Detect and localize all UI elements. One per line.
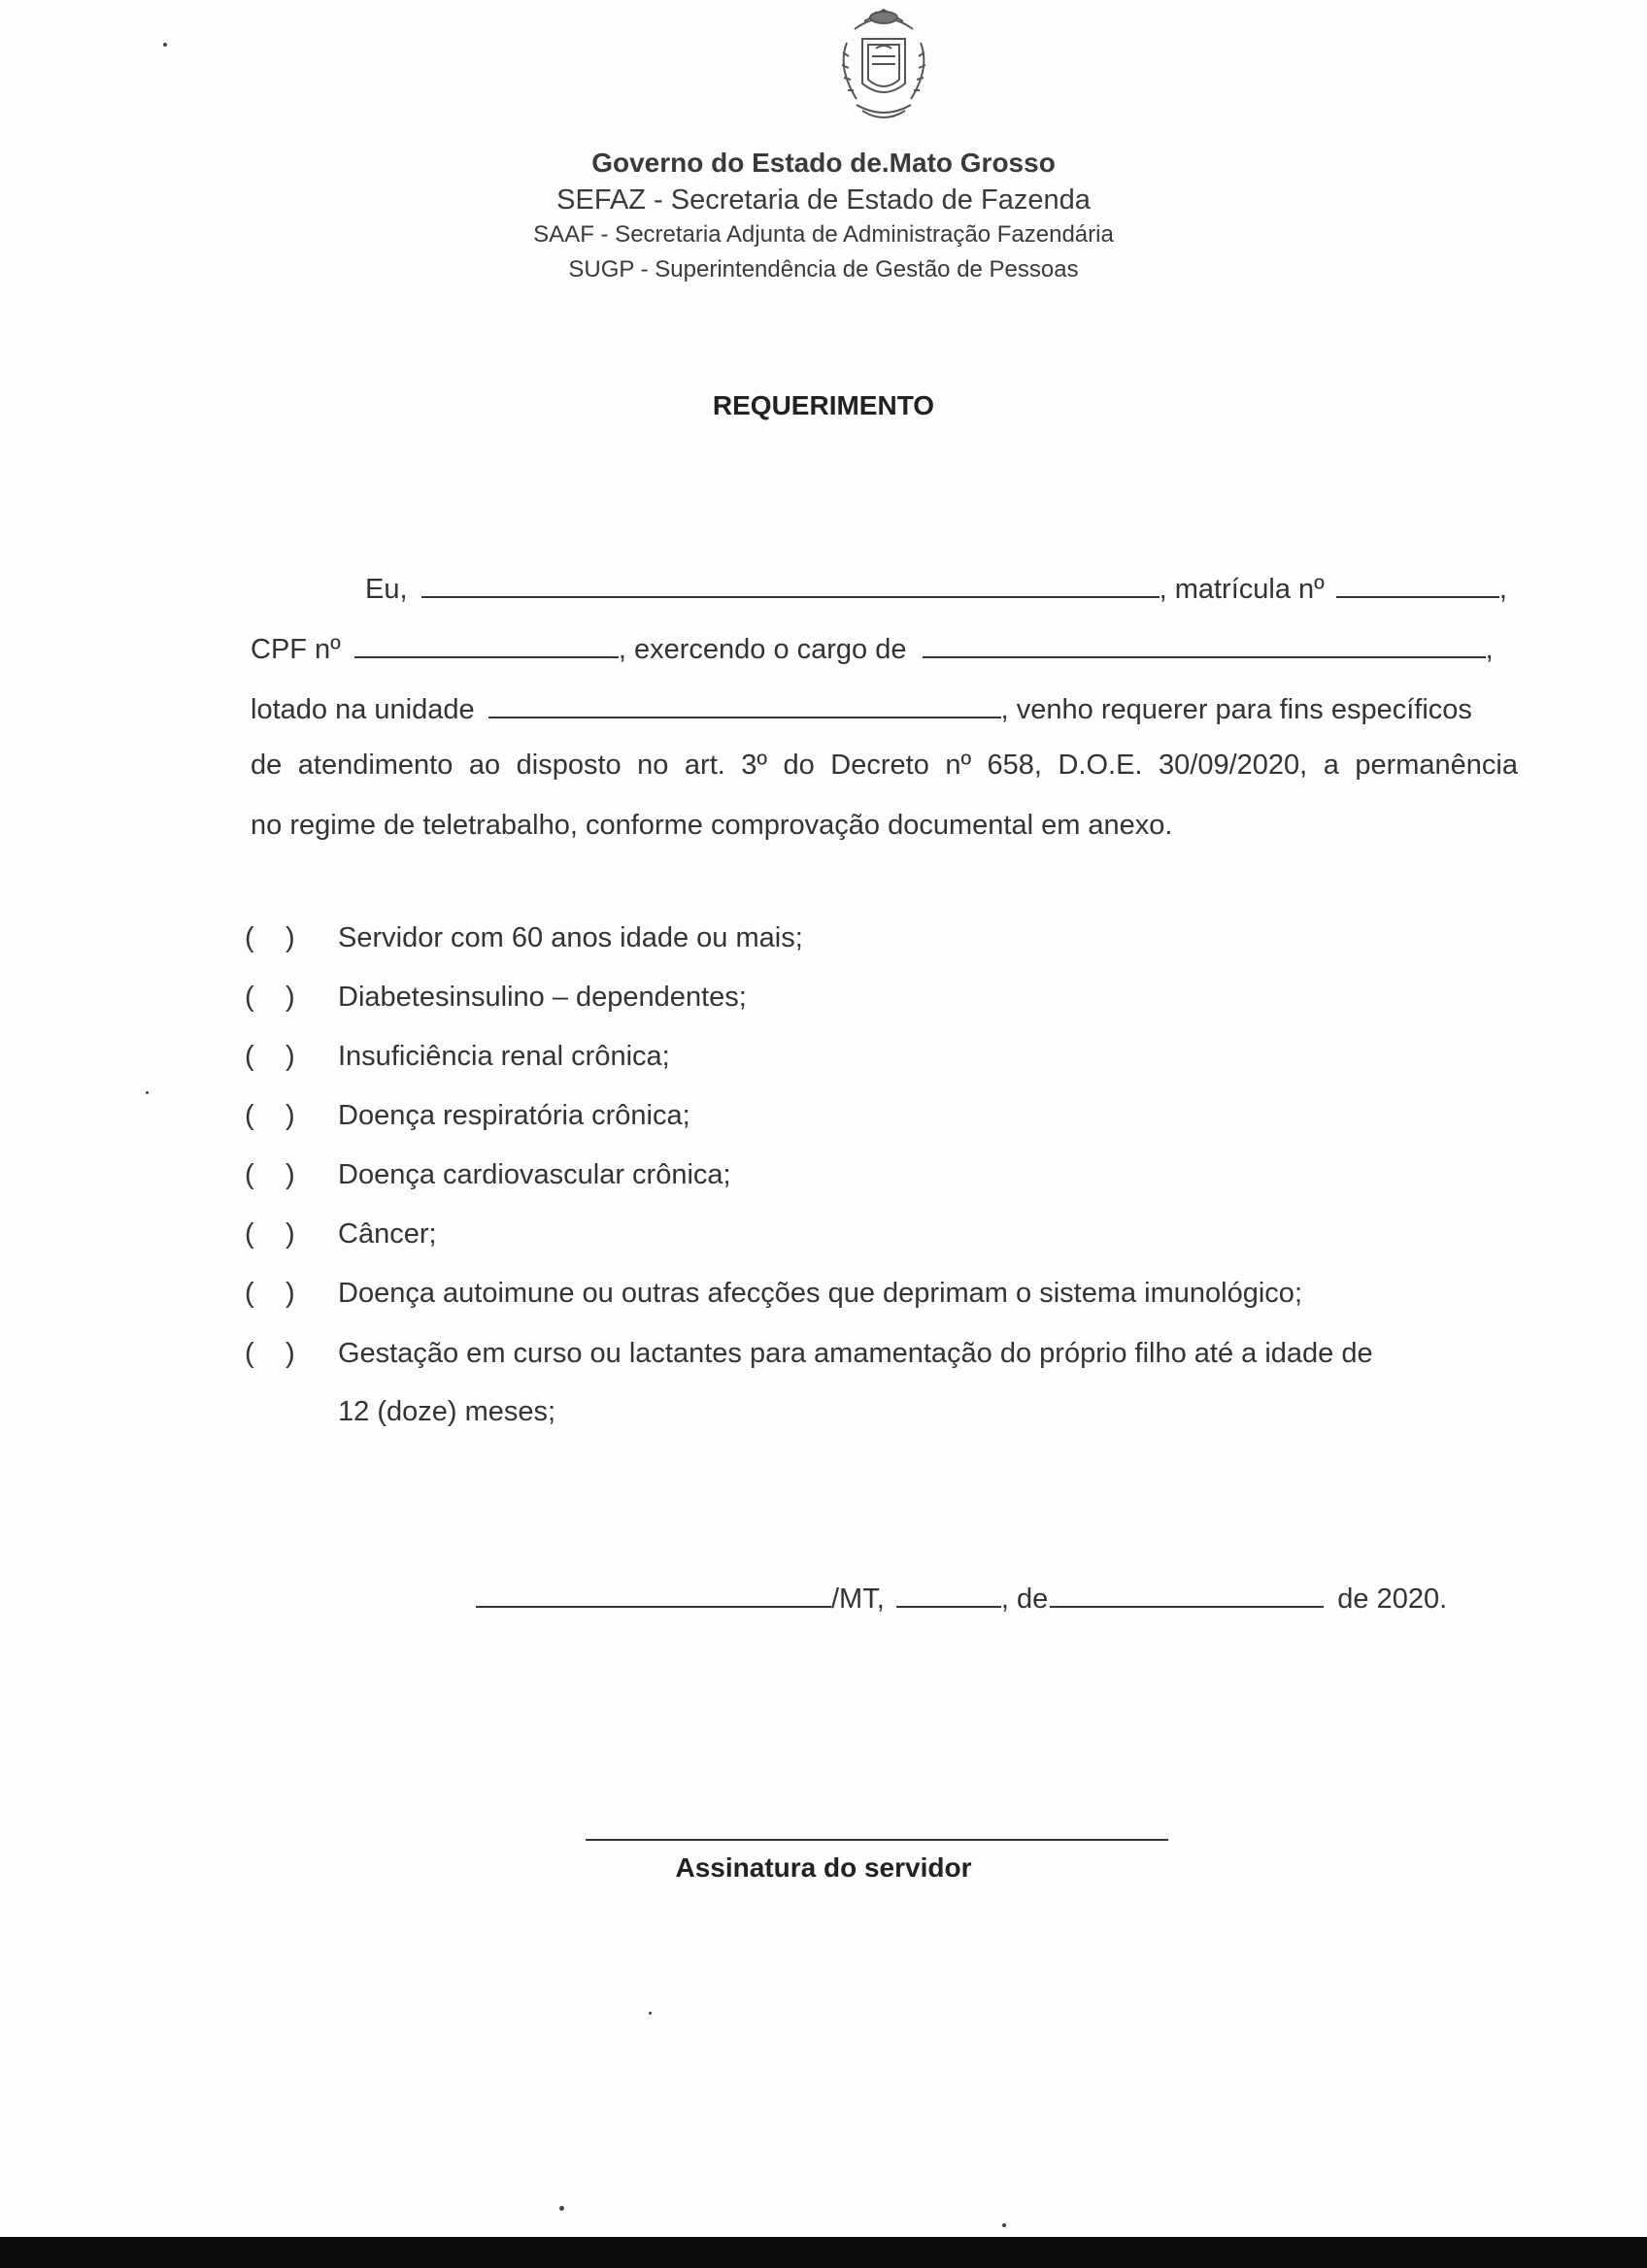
option-label: Câncer; [338,1218,437,1250]
checkbox[interactable]: ( ) [245,982,295,1013]
cpf-field[interactable] [354,629,619,658]
option-age [245,922,803,954]
checkbox[interactable]: ( ) [245,1278,295,1309]
checkbox[interactable]: ( ) [245,1100,295,1131]
scan-speck [163,43,167,47]
day-field[interactable] [896,1579,1001,1608]
option-diabetes [245,982,747,1014]
secretariat-name: SEFAZ - Secretaria de Estado de Fazenda [556,184,1091,216]
registration-field[interactable] [1336,569,1499,598]
position-field[interactable] [923,629,1486,658]
year-label: de 2020. [1337,1584,1448,1615]
option-label: Gestação em curso ou lactantes para amamentação do próprio filho até a idade de [338,1338,1373,1369]
registration-label: , matrícula nº [1159,574,1325,605]
request-text: , venho requerer para fins específicos [1000,694,1472,725]
option-label: Diabetesinsulino – dependentes; [338,982,747,1013]
adjunct-secretariat-name: SAAF - Secretaria Adjunta de Administração Fazendária [533,221,1114,248]
option-label: Doença respiratória crônica; [338,1100,690,1131]
scan-speck [559,2206,564,2211]
name-field[interactable] [421,569,1160,598]
checkbox[interactable]: ( ) [245,1041,295,1072]
superintendence-name: SUGP - Superintendência de Gestão de Pessoas [568,256,1079,283]
form-line-name [365,569,1632,606]
position-label: , exercendo o cargo de [618,634,907,665]
name-prefix: Eu, [365,574,408,605]
coat-of-arms-icon [812,0,956,128]
signature-line[interactable] [586,1839,1168,1841]
scan-speck [1002,2223,1006,2227]
government-name: Governo do Estado de.Mato Grosso [591,148,1056,178]
date-line [476,1579,1447,1616]
option-autoimmune [245,1278,1302,1310]
state-label: /MT, [831,1584,885,1615]
form-line-unit [251,689,1518,726]
option-cardiovascular [245,1159,731,1191]
line2-comma: , [1485,634,1494,665]
paragraph-line-4: de atendimento ao disposto no art. 3º do Decreto nº 658, D.O.E. 30/09/2020, a permanência [251,750,1518,781]
checkbox[interactable]: ( ) [245,922,295,953]
document-title: REQUERIMENTO [712,390,935,420]
scan-border [0,2237,1647,2268]
checkbox[interactable]: ( ) [245,1218,295,1250]
checkbox[interactable]: ( ) [245,1159,295,1190]
unit-field[interactable] [488,689,1001,718]
option-pregnancy-continuation: 12 (doze) meses; [338,1396,556,1427]
month-field[interactable] [1050,1579,1324,1608]
signature-label: Assinatura do servidor [675,1852,972,1883]
option-respiratory [245,1100,690,1132]
option-pregnancy [245,1338,1373,1370]
form-line-cpf [251,629,1518,666]
scan-speck [649,2012,652,2015]
city-field[interactable] [476,1579,831,1608]
line1-comma: , [1498,574,1507,605]
unit-label: lotado na unidade [251,694,475,725]
option-label: Doença cardiovascular crônica; [338,1159,731,1190]
option-label: Insuficiência renal crônica; [338,1041,670,1072]
paragraph-line-5: no regime de teletrabalho, conforme comprovação documental em anexo. [251,810,1173,841]
scan-speck [146,1091,149,1094]
de-label: , de [1000,1584,1049,1615]
option-label: Doença autoimune ou outras afecções que deprimam o sistema imunológico; [338,1278,1302,1309]
cpf-label: CPF nº [251,634,341,665]
option-label: Servidor com 60 anos idade ou mais; [338,922,803,953]
option-cancer [245,1218,437,1251]
checkbox[interactable]: ( ) [245,1338,295,1369]
option-renal [245,1041,670,1073]
